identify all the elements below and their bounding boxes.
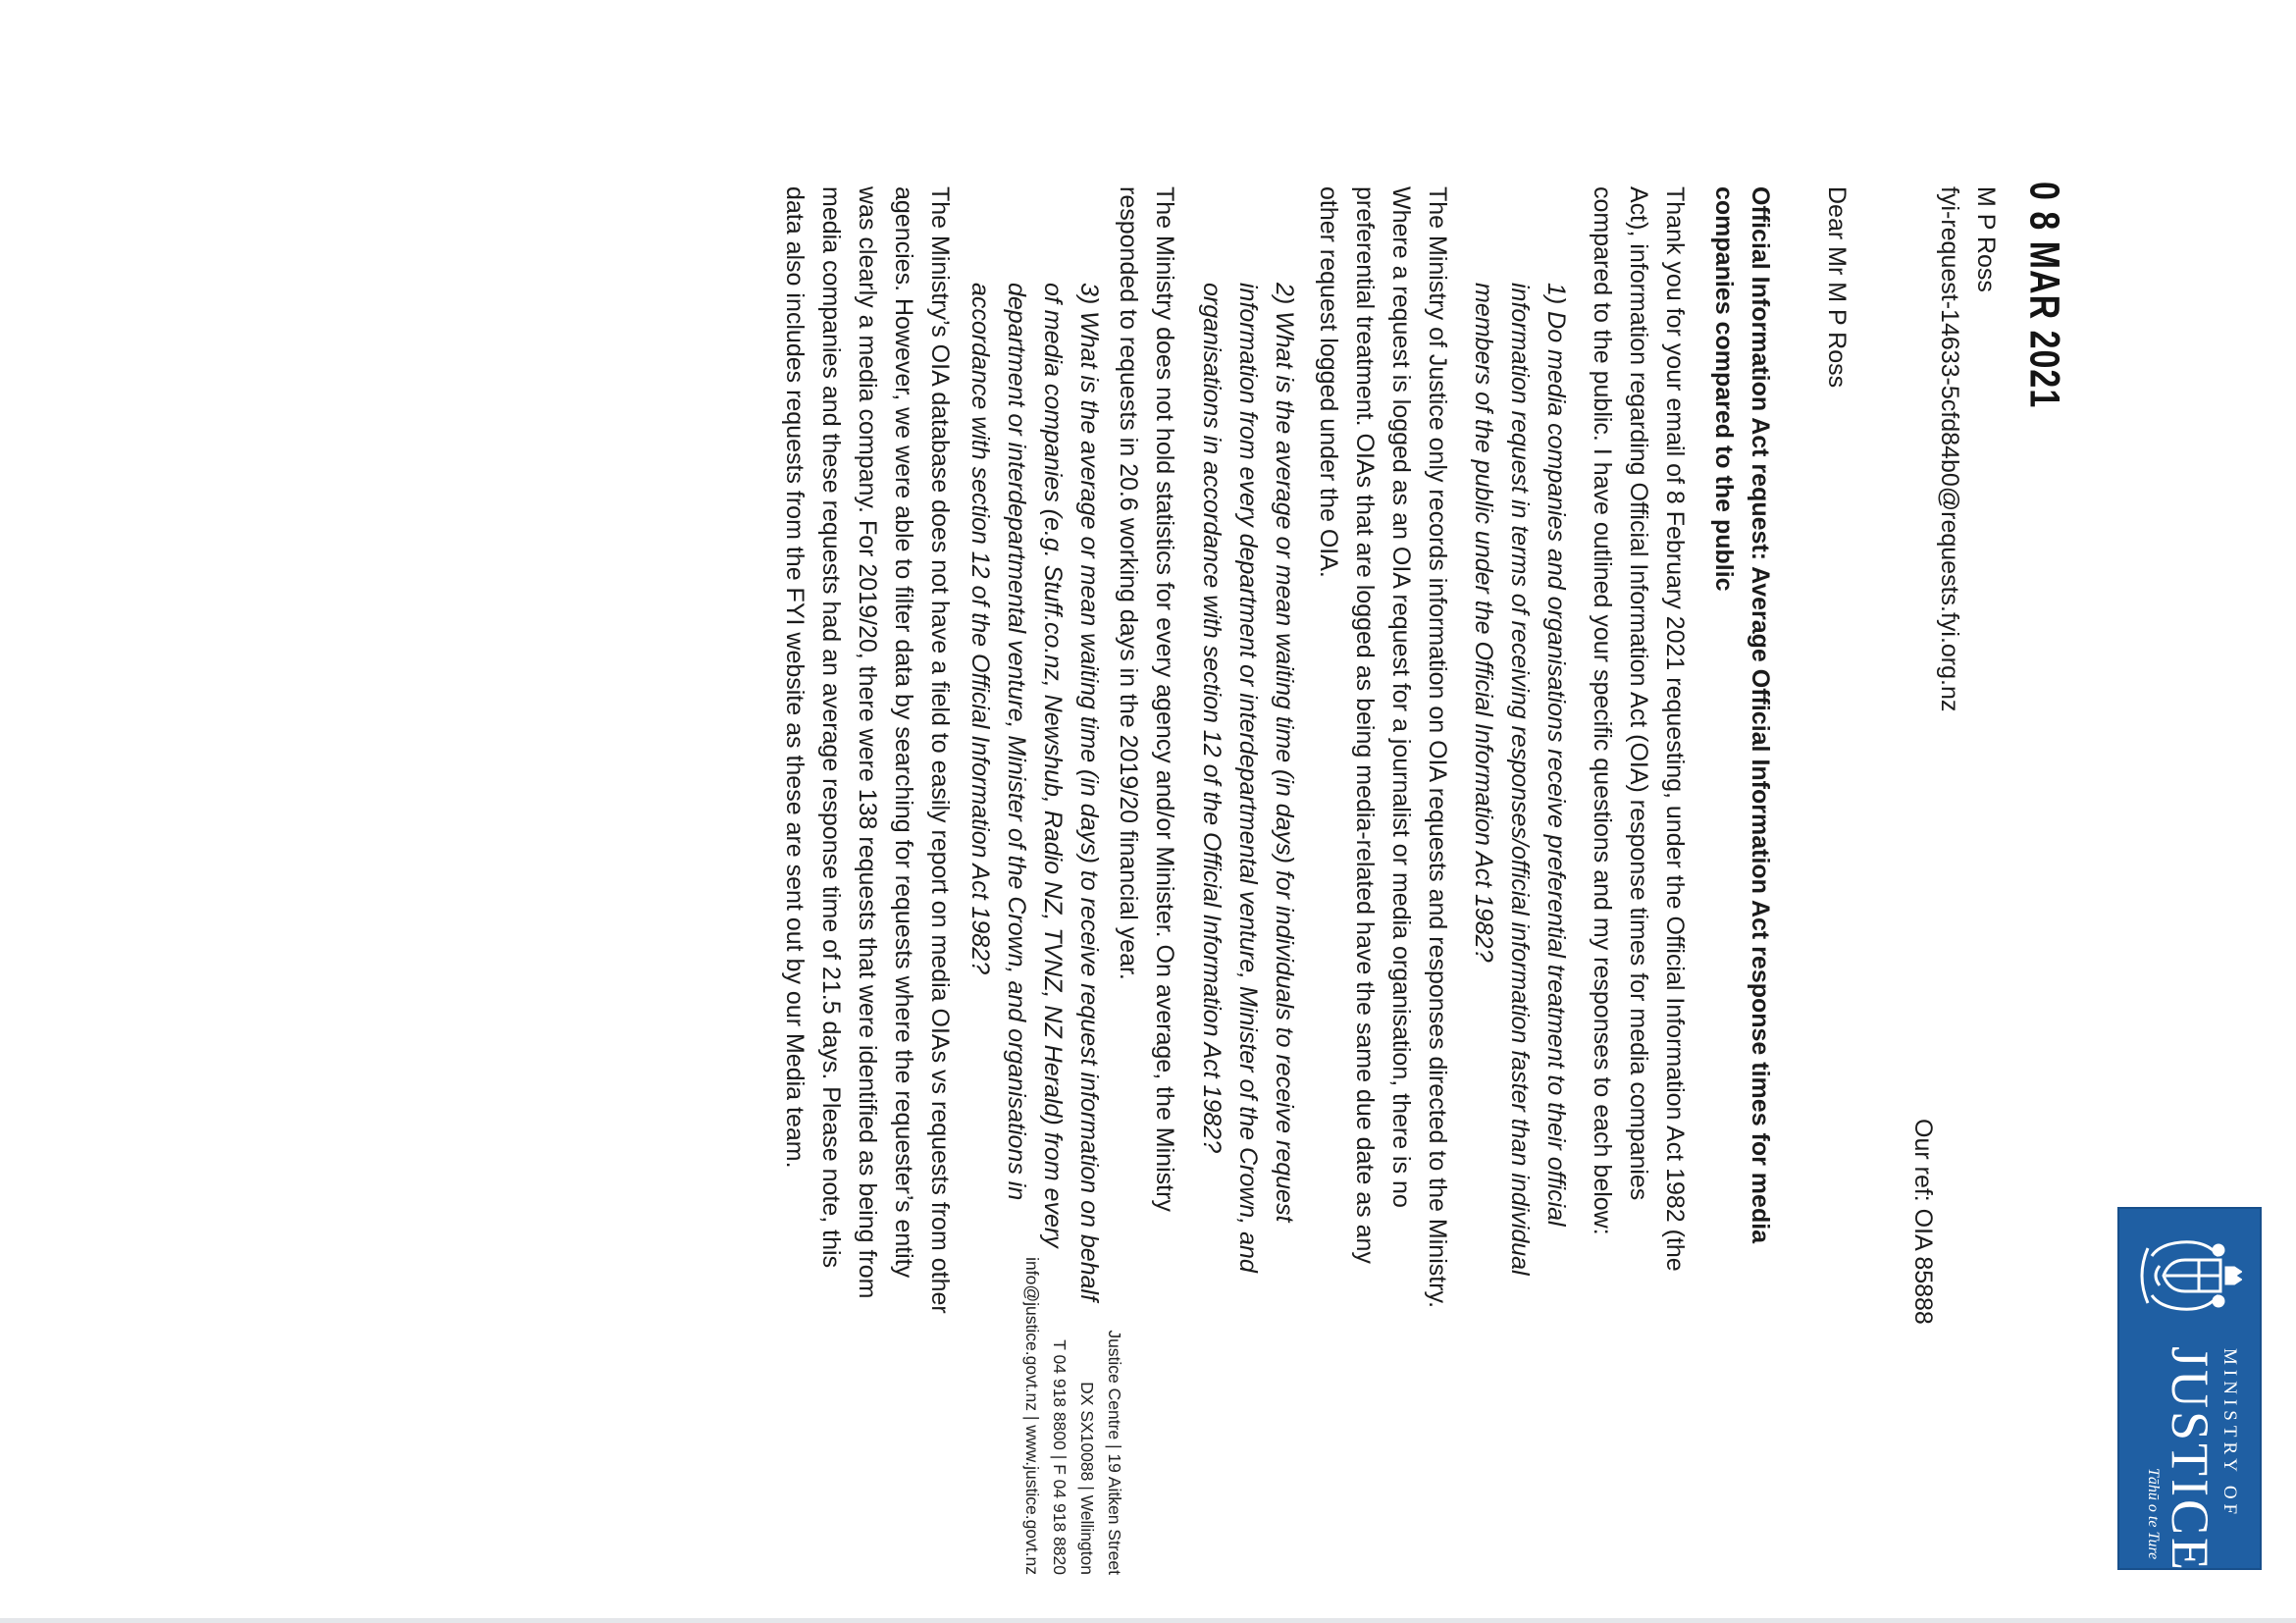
- ministry-of-justice-logo: [2117, 1207, 2262, 1574]
- answer-3: The Ministry’s OIA database does not have a field to easily report on media OIAs vs requests from other agencies. However, we were able to filter data by searching for requests where the requester’s entity was clearly a media company. For 2019/20, there were 138 requests that were identified as being from media companies and these requests had an average response time of 21.5 days. Please note, this data also includes requests from the FYI website as these are sent out by our Media team.: [781, 186, 954, 1314]
- letter-sheet: [20, 20, 2276, 1599]
- recipient-email: fyi-request-14633-5cfd84b0@requests.fyi.org.nz: [1936, 186, 1963, 712]
- address-line: DX SX10088 | Wellington: [1077, 1382, 1097, 1575]
- address-line: Justice Centre | 19 Aitken Street: [1105, 1330, 1124, 1575]
- logo-tagline: Tāhū o te Ture: [2145, 1468, 2162, 1560]
- answer-1: The Ministry of Justice only records information on OIA requests and responses directed to the Ministry. Where a request is logged as an OIA request for a journalist or media organisation, there is no preferential treatment. OIAs that are logged as being media-related have the same due date as any other request logged under the OIA.: [1315, 186, 1451, 1309]
- our-reference: Our ref: OIA 85888: [1909, 1119, 1937, 1325]
- question-3: 3) What is the average or mean waiting time (in days) to receive request information on behalf of media companies (e.g. Stuff.co.nz, Newshub, Radio NZ, TVNZ, NZ Herald) from every department or interdepartmental venture, Minister of the Crown, and organisations in accordance with section 12 of the Official Information Act 1982?: [966, 283, 1103, 1302]
- question-1: 1) Do media companies and organisations receive preferential treatment to their official information request in terms of receiving responses/official information faster than individual members of the public under the Official Information Act 1982?: [1470, 283, 1570, 1276]
- logo-ministry-of: MINISTRY OF: [2219, 1348, 2240, 1520]
- logo-justice: JUSTICE: [2161, 1346, 2219, 1574]
- address-line: T 04 918 8800 | F 04 918 8820: [1050, 1339, 1070, 1575]
- scan-edge-line: [0, 1618, 2296, 1623]
- date-stamp: 0 8 MAR 2021: [2020, 182, 2067, 409]
- answer-2: The Ministry does not hold statistics for every agency and/or Minister. On average, the Ministry responded to requests in 20.6 working days in the 2019/20 financial year.: [1115, 186, 1178, 1212]
- recipient-name: M P Ross: [1972, 186, 2000, 292]
- letter-subject: Official Information Act request: Average Official Information Act response times for media companies compared to the public: [1710, 186, 1774, 1244]
- address-line: info@justice.govt.nz | www.justice.govt.nz: [1022, 1257, 1042, 1575]
- intro-paragraph: Thank you for your email of 8 February 2021 requesting, under the Official Information Act 1982 (the Act), information regarding Official Information Act (OIA) response times for media companies compared to the public. I have outlined your specific questions and my responses to each below:: [1589, 186, 1689, 1272]
- coat-of-arms-icon: [2134, 1227, 2242, 1325]
- question-2: 2) What is the average or mean waiting time (in days) for individuals to receive request information from every department or interdepartmental venture, Minister of the Crown, and organisations in accordance with section 12 of the Official Information Act 1982?: [1198, 283, 1298, 1273]
- salutation: Dear Mr M P Ross: [1823, 186, 1851, 389]
